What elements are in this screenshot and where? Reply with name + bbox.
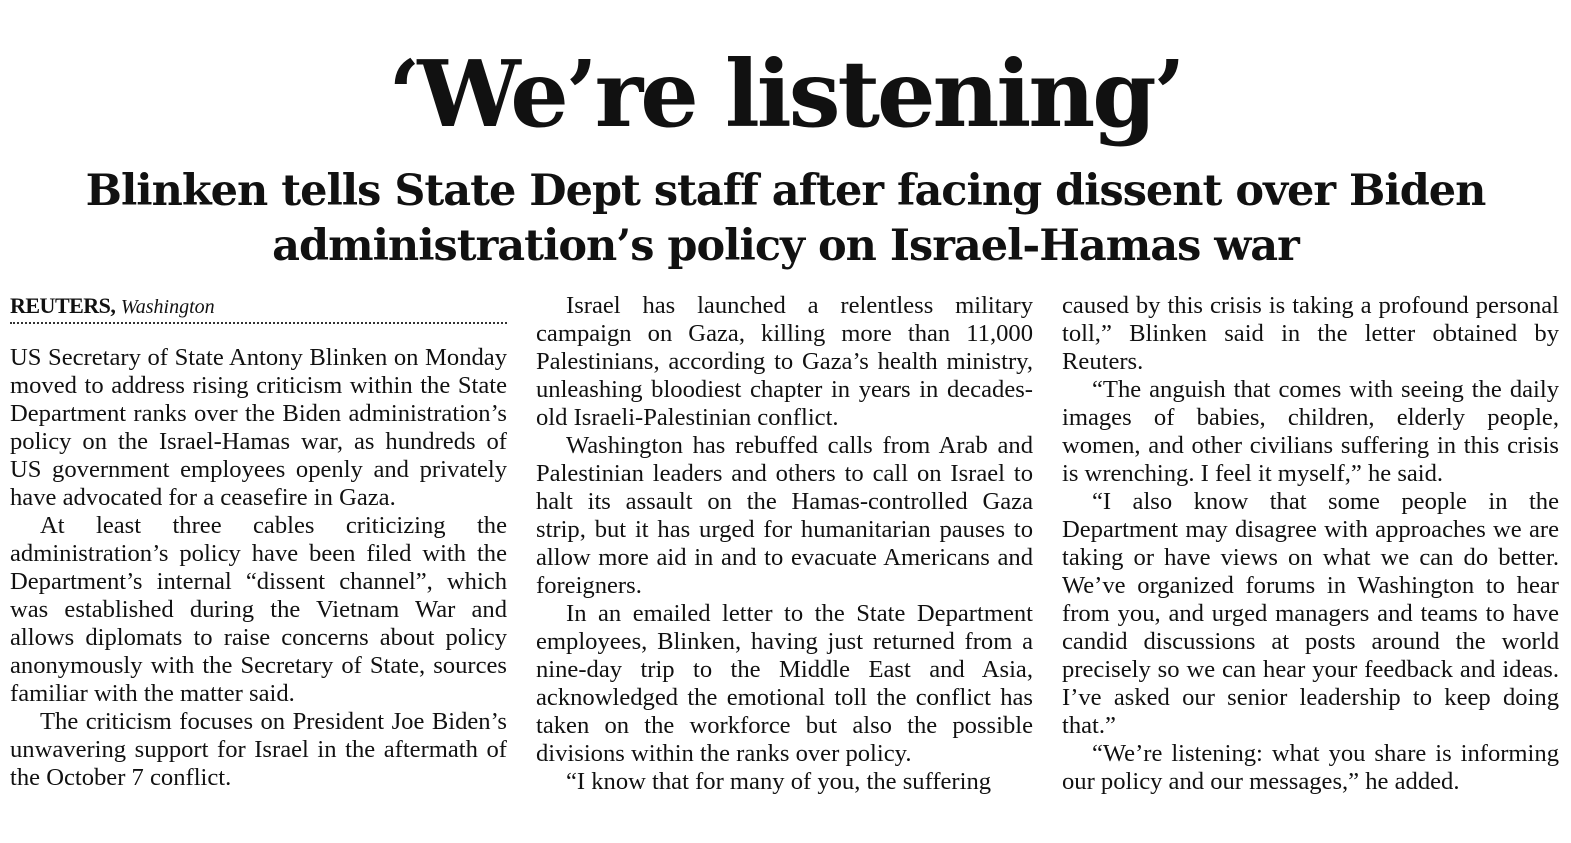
article-paragraph: Washington has rebuffed calls from Arab and Palestinian leaders and others to call on Israel to halt its assault on the Hamas-controlled Gaza strip, but it has urged for humanitarian pauses to allow more aid in and to evacuate Americans and foreigners.: [536, 432, 1033, 599]
article-paragraph: “The anguish that comes with seeing the daily images of babies, children, elderly people, women, and other civilians suffering in this crisis is wrenching. I feel it myself,” he said.: [1062, 376, 1559, 487]
article-paragraph: “We’re listening: what you share is informing our policy and our messages,” he added.: [1062, 740, 1559, 795]
subheadline-line-2: administration’s policy on Israel-Hamas war: [272, 221, 1299, 271]
article-paragraph: Israel has launched a relentless military campaign on Gaza, killing more than 11,000 Palestinians, according to Gaza’s health ministry, unleashing bloodiest chapter in years in decades-old Israeli-Palestinian conflict.: [536, 292, 1033, 431]
headline: ‘We’re listening’: [388, 40, 1183, 148]
article-paragraph: US Secretary of State Antony Blinken on Monday moved to address rising criticism within the State Department ranks over the Biden administration’s policy on the Israel-Hamas war, as hundreds of US government employees openly and privately have advocated for a ceasefire in Gaza.: [10, 344, 507, 511]
article-paragraph-continued: caused by this crisis is taking a profound personal toll,” Blinken said in the letter obtained by Reuters.: [1062, 292, 1559, 375]
article-paragraph: In an emailed letter to the State Department employees, Blinken, having just returned from a nine-day trip to the Middle East and Asia, acknowledged the emotional toll the conflict has taken on the workforce but also the possible divisions within the ranks over policy.: [536, 600, 1033, 767]
article-column-1: [10, 292, 507, 792]
article-paragraph: The criticism focuses on President Joe Biden’s unwavering support for Israel in the aftermath of the October 7 conflict.: [10, 708, 507, 791]
byline-agency: REUTERS,: [10, 293, 116, 318]
subheadline: [0, 164, 1571, 274]
article-paragraph: “I know that for many of you, the suffering: [566, 768, 992, 795]
subheadline-line-1: Blinken tells State Dept staff after facing dissent over Biden: [85, 166, 1486, 216]
byline-dateline: Washington: [120, 296, 215, 318]
byline: [10, 292, 507, 324]
article-paragraph: “I also know that some people in the Department may disagree with approaches we are taking or have views on what we can do better. We’ve organized forums in Washington to hear from you, and urged managers and teams to have candid discussions at posts around the world precisely so we can hear your feedback and ideas. I’ve asked our senior leadership to keep doing that.”: [1062, 488, 1559, 739]
article-column-3: [1062, 292, 1559, 796]
article-column-2: [536, 292, 1033, 796]
article-paragraph: At least three cables criticizing the administration’s policy have been filed with the Department’s internal “dissent channel”, which was established during the Vietnam War and allows diplomats to raise concerns about policy anonymously with the Secretary of State, sources familiar with the matter said.: [10, 512, 507, 707]
